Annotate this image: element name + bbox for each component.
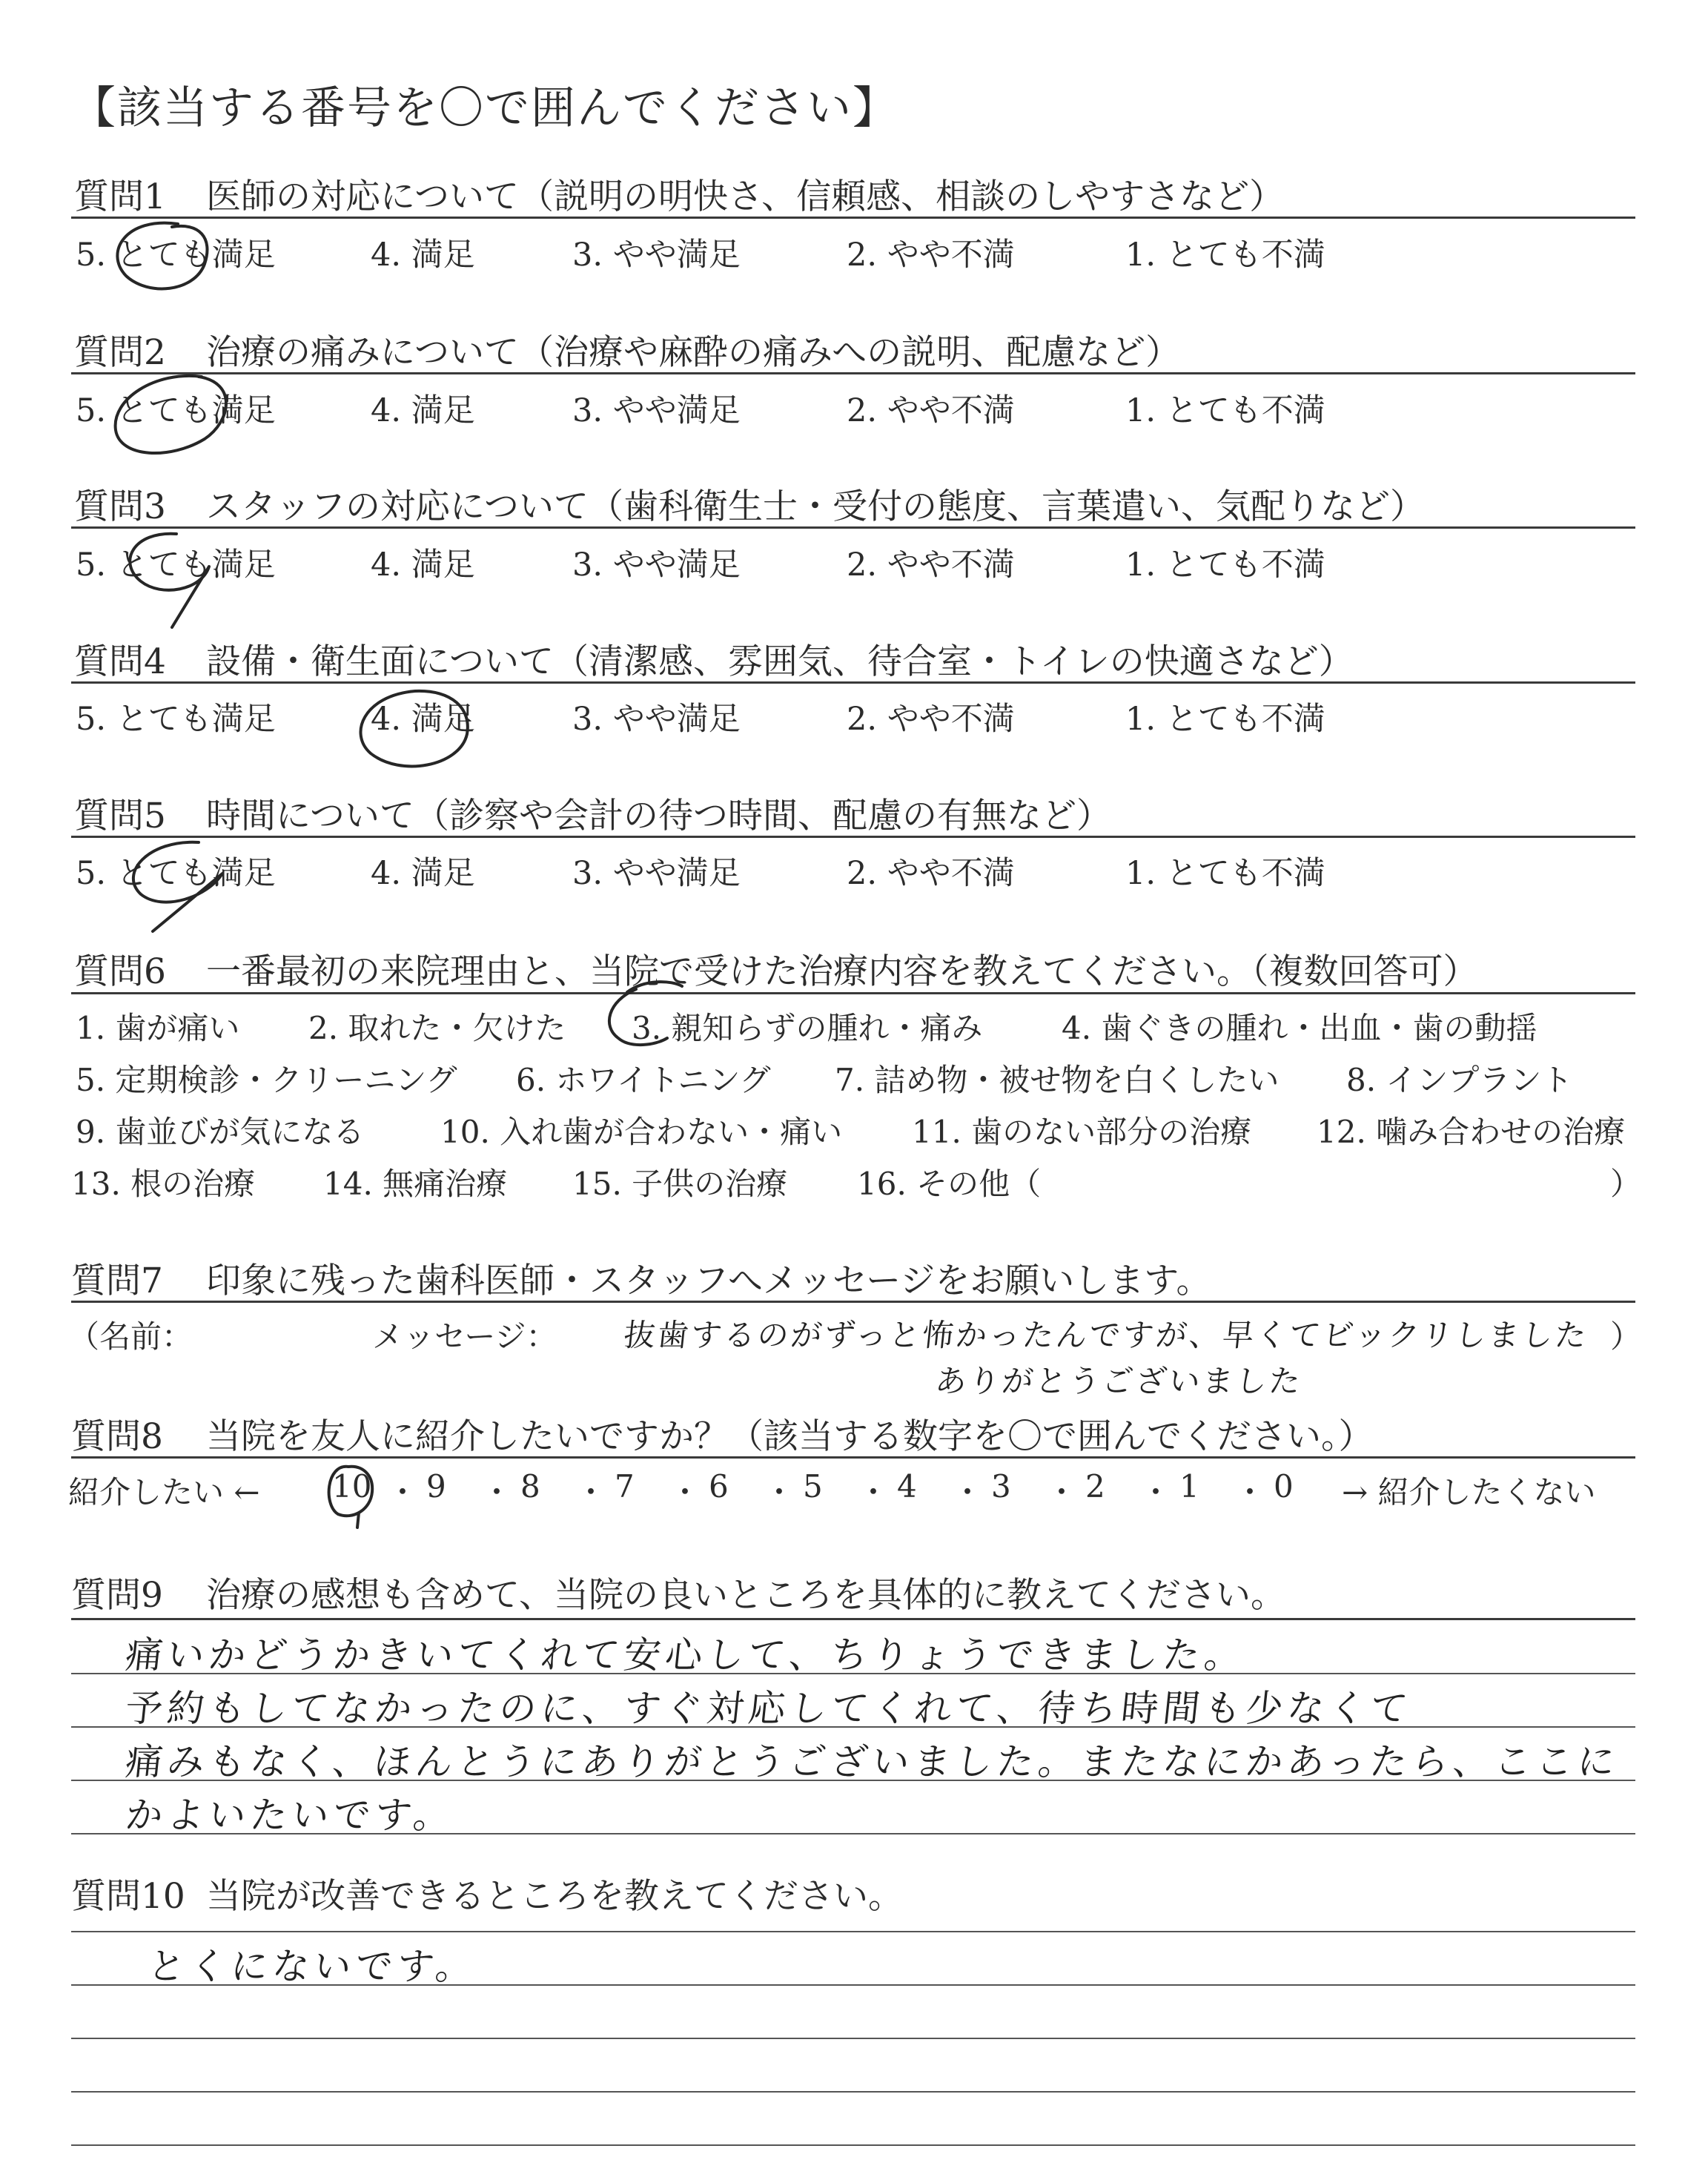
q8-scale-1[interactable]: 1	[1179, 1468, 1199, 1505]
q1-rule	[71, 217, 1635, 219]
q7-message-label: メッセージ：	[372, 1318, 557, 1355]
q8-scale-separator: ・	[952, 1474, 984, 1510]
q8-scale-6[interactable]: 6	[709, 1468, 729, 1505]
q8-scale-0[interactable]: 0	[1274, 1468, 1294, 1505]
q8-scale-7[interactable]: 7	[615, 1468, 635, 1505]
q7-close: ）	[1610, 1318, 1642, 1355]
q5-label: 質問5	[74, 796, 166, 836]
q1-option-2[interactable]: 2. やや不満	[847, 237, 1015, 274]
q6-item-13[interactable]: 13. 根の治療	[71, 1166, 256, 1202]
q8-scale-separator: ・	[387, 1474, 419, 1510]
q8-label: 質問8	[71, 1416, 163, 1457]
q4-option-3[interactable]: 3. やや満足	[572, 701, 741, 738]
q6-label: 質問6	[74, 951, 166, 992]
q6-rule	[71, 992, 1635, 994]
q6-item-8[interactable]: 8. インプラント	[1346, 1062, 1573, 1098]
q6-item-6[interactable]: 6. ホワイトニング	[516, 1062, 771, 1098]
q8-rule	[71, 1456, 1635, 1459]
q6-item-3[interactable]: 3. 親知らずの腫れ・痛み	[632, 1010, 983, 1046]
q6-other-close: ）	[1610, 1166, 1642, 1202]
q9-answer-line: 痛みもなく、ほんとうにありがとうございました。またなにかあったら、ここに	[123, 1740, 1622, 1783]
q8-scale-separator: ・	[858, 1474, 890, 1510]
q8-scale-4[interactable]: 4	[897, 1468, 917, 1505]
q10-answer-rule	[71, 2038, 1635, 2039]
q8-scale-separator: ・	[1046, 1474, 1078, 1510]
q1-text: 医師の対応について（説明の明快さ、信頼感、相談のしやすさなど）	[206, 176, 1285, 217]
q5-option-3[interactable]: 3. やや満足	[572, 855, 741, 892]
q8-scale-separator: ・	[1234, 1474, 1266, 1510]
q8-scale-3[interactable]: 3	[991, 1468, 1011, 1505]
q10-answer-rule	[71, 2144, 1635, 2146]
q4-text: 設備・衛生面について（清潔感、雰囲気、待合室・トイレの快適さなど）	[206, 641, 1354, 682]
q7-rule	[71, 1301, 1635, 1303]
q10-text: 当院が改善できるところを教えてください。	[206, 1876, 903, 1917]
q4-option-4[interactable]: 4. 満足	[371, 701, 475, 738]
q10-answer-line: とくにないです。	[145, 1945, 480, 1988]
q10-label: 質問10	[71, 1876, 185, 1917]
q2-option-3[interactable]: 3. やや満足	[572, 392, 741, 429]
q8-scale-separator: ・	[669, 1474, 701, 1510]
q9-answer-line: 痛いかどうかきいてくれて安心して、ちりょうできました。	[123, 1634, 1248, 1677]
q8-scale-separator: ・	[481, 1474, 513, 1510]
q1-label: 質問1	[74, 176, 166, 217]
q8-scale-2[interactable]: 2	[1085, 1468, 1105, 1505]
page-title: 【該当する番号を〇で囲んでください】	[71, 82, 898, 134]
q6-item-2[interactable]: 2. 取れた・欠けた	[308, 1010, 566, 1046]
q8-left-label: 紹介したい ←	[68, 1474, 260, 1510]
q6-item-9[interactable]: 9. 歯並びが気になる	[76, 1114, 365, 1150]
q2-text: 治療の痛みについて（治療や麻酔の痛みへの説明、配慮など）	[206, 332, 1181, 373]
q6-item-1[interactable]: 1. 歯が痛い	[76, 1010, 240, 1046]
q2-rule	[71, 372, 1635, 374]
q3-rule	[71, 526, 1635, 529]
q6-item-14[interactable]: 14. 無痛治療	[323, 1166, 508, 1202]
q8-scale-10[interactable]: 10	[332, 1468, 372, 1505]
q3-option-3[interactable]: 3. やや満足	[572, 546, 741, 584]
q1-option-4[interactable]: 4. 満足	[371, 237, 475, 274]
q8-scale-separator: ・	[1140, 1474, 1172, 1510]
q3-text: スタッフの対応について（歯科衛生士・受付の態度、言葉遣い、気配りなど）	[206, 486, 1426, 527]
q9-rule	[71, 1618, 1635, 1620]
q5-rule	[71, 836, 1635, 838]
q6-item-7[interactable]: 7. 詰め物・被せ物を白くしたい	[835, 1062, 1280, 1098]
q5-option-5[interactable]: 5. とても満足	[76, 855, 276, 892]
q10-answer-rule	[71, 2091, 1635, 2093]
q8-scale-separator: ・	[575, 1474, 607, 1510]
q6-item-5[interactable]: 5. 定期検診・クリーニング	[76, 1062, 457, 1098]
q3-option-5[interactable]: 5. とても満足	[76, 546, 276, 584]
q7-message-line2: ありがとうございました	[933, 1363, 1305, 1399]
q8-scale-8[interactable]: 8	[520, 1468, 540, 1505]
q6-item-15[interactable]: 15. 子供の治療	[572, 1166, 788, 1202]
q6-item-11[interactable]: 11. 歯のない部分の治療	[912, 1114, 1252, 1150]
q9-label: 質問9	[71, 1575, 163, 1616]
q4-rule	[71, 681, 1635, 684]
q1-option-3[interactable]: 3. やや満足	[572, 237, 741, 274]
q3-option-2[interactable]: 2. やや不満	[847, 546, 1015, 584]
q4-option-2[interactable]: 2. やや不満	[847, 701, 1015, 738]
q2-option-5[interactable]: 5. とても満足	[76, 392, 276, 429]
q6-item-4[interactable]: 4. 歯ぐきの腫れ・出血・歯の動揺	[1062, 1010, 1537, 1046]
q8-right-label: → 紹介したくない	[1342, 1474, 1596, 1510]
q4-option-5[interactable]: 5. とても満足	[76, 701, 276, 738]
q4-label: 質問4	[74, 641, 166, 682]
q3-option-4[interactable]: 4. 満足	[371, 546, 475, 584]
q8-scale-separator: ・	[764, 1474, 795, 1510]
q6-item-16[interactable]: 16. その他（	[857, 1166, 1042, 1202]
q6-text: 一番最初の来院理由と、当院で受けた治療内容を教えてください。（複数回答可）	[206, 951, 1478, 992]
q1-option-1[interactable]: 1. とても不満	[1125, 237, 1325, 274]
q9-answer-line: 予約もしてなかったのに、すぐ対応してくれて、待ち時間も少なくて	[123, 1687, 1414, 1730]
q7-label: 質問7	[71, 1261, 163, 1301]
q3-label: 質問3	[74, 486, 166, 527]
q4-option-1[interactable]: 1. とても不満	[1125, 701, 1325, 738]
q5-option-4[interactable]: 4. 満足	[371, 855, 475, 892]
q7-name-label: （名前：	[68, 1318, 193, 1355]
q10-answer-rule	[71, 1931, 1635, 1932]
q2-label: 質問2	[74, 332, 166, 373]
q6-item-12[interactable]: 12. 噛み合わせの治療	[1317, 1114, 1626, 1150]
q8-text: 当院を友人に紹介したいですか？（該当する数字を〇で囲んでください。）	[206, 1416, 1374, 1457]
q9-text: 治療の感想も含めて、当院の良いところを具体的に教えてください。	[206, 1575, 1286, 1616]
q7-text: 印象に残った歯科医師・スタッフへメッセージをお願いします。	[206, 1261, 1211, 1301]
q5-option-2[interactable]: 2. やや不満	[847, 855, 1015, 892]
q6-item-10[interactable]: 10. 入れ歯が合わない・痛い	[440, 1114, 843, 1150]
q8-scale-9[interactable]: 9	[426, 1468, 446, 1505]
q8-scale-5[interactable]: 5	[803, 1468, 823, 1505]
q1-option-5[interactable]: 5. とても満足	[76, 237, 276, 274]
q9-answer-line: かよいたいです。	[123, 1794, 457, 1837]
q7-message-line1: 抜歯するのがずっと怖かったんですが、早くてビックリしました	[622, 1317, 1591, 1353]
q2-option-4[interactable]: 4. 満足	[371, 392, 475, 429]
q5-text: 時間について（診察や会計の待つ時間、配慮の有無など）	[206, 796, 1112, 836]
q3-option-1[interactable]: 1. とても不満	[1125, 546, 1325, 584]
q5-option-1[interactable]: 1. とても不満	[1125, 855, 1325, 892]
q2-option-2[interactable]: 2. やや不満	[847, 392, 1015, 429]
q2-option-1[interactable]: 1. とても不満	[1125, 392, 1325, 429]
